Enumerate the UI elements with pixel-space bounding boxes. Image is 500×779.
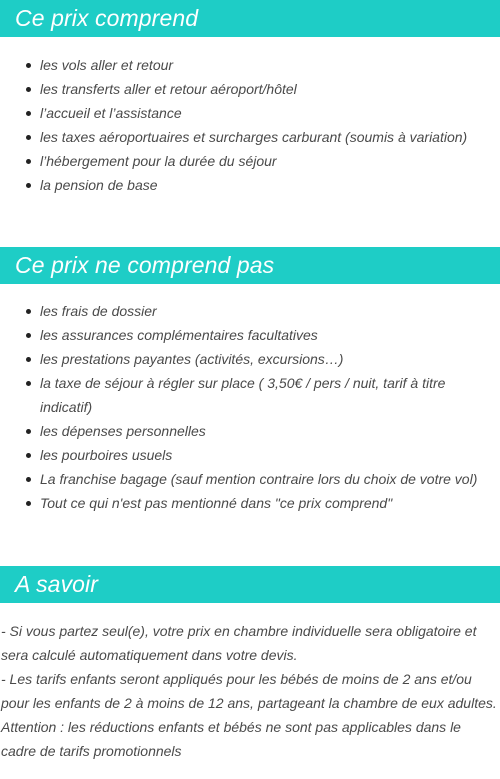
list-item: les vols aller et retour <box>40 53 500 77</box>
list-item: les prestations payantes (activités, excursions…) <box>40 347 500 371</box>
list-item: les transferts aller et retour aéroport/hôtel <box>40 77 500 101</box>
list-item: l’hébergement pour la durée du séjour <box>40 149 500 173</box>
list-item: les taxes aéroportuaires et surcharges carburant (soumis à variation) <box>40 125 500 149</box>
price-excludes-section <box>0 247 500 515</box>
list-item: les dépenses personnelles <box>40 419 500 443</box>
good-to-know-header: A savoir <box>0 566 500 603</box>
list-item: la taxe de séjour à régler sur place ( 3,50€ / pers / nuit, tarif à titre indicatif) <box>40 371 500 419</box>
price-excludes-list <box>0 299 500 515</box>
price-excludes-header: Ce prix ne comprend pas <box>0 247 500 284</box>
info-paragraph-child-rates: - Les tarifs enfants seront appliqués pour les bébés de moins de 2 ans et/ou pour les enfants de 2 à moins de 12 ans, partageant la chambre de eux adultes. <box>1 671 497 711</box>
list-item: les pourboires usuels <box>40 443 500 467</box>
list-item: Tout ce qui n'est pas mentionné dans "ce prix comprend" <box>40 491 500 515</box>
info-paragraph-attention: Attention : les réductions enfants et bébés ne sont pas applicables dans le cadre de tarifs promotionnels <box>1 719 461 759</box>
info-paragraph-single-room: - Si vous partez seul(e), votre prix en chambre individuelle sera obligatoire et sera calculé automatiquement dans votre devis. <box>1 623 477 663</box>
list-item: les assurances complémentaires facultatives <box>40 323 500 347</box>
price-includes-header: Ce prix comprend <box>0 0 500 37</box>
list-item: les frais de dossier <box>40 299 500 323</box>
list-item: La franchise bagage (sauf mention contraire lors du choix de votre vol) <box>40 467 500 491</box>
good-to-know-text <box>0 619 500 763</box>
list-item: l’accueil et l’assistance <box>40 101 500 125</box>
list-item: la pension de base <box>40 173 500 197</box>
price-includes-section <box>0 0 500 197</box>
price-includes-list <box>0 53 500 197</box>
good-to-know-section <box>0 566 500 763</box>
